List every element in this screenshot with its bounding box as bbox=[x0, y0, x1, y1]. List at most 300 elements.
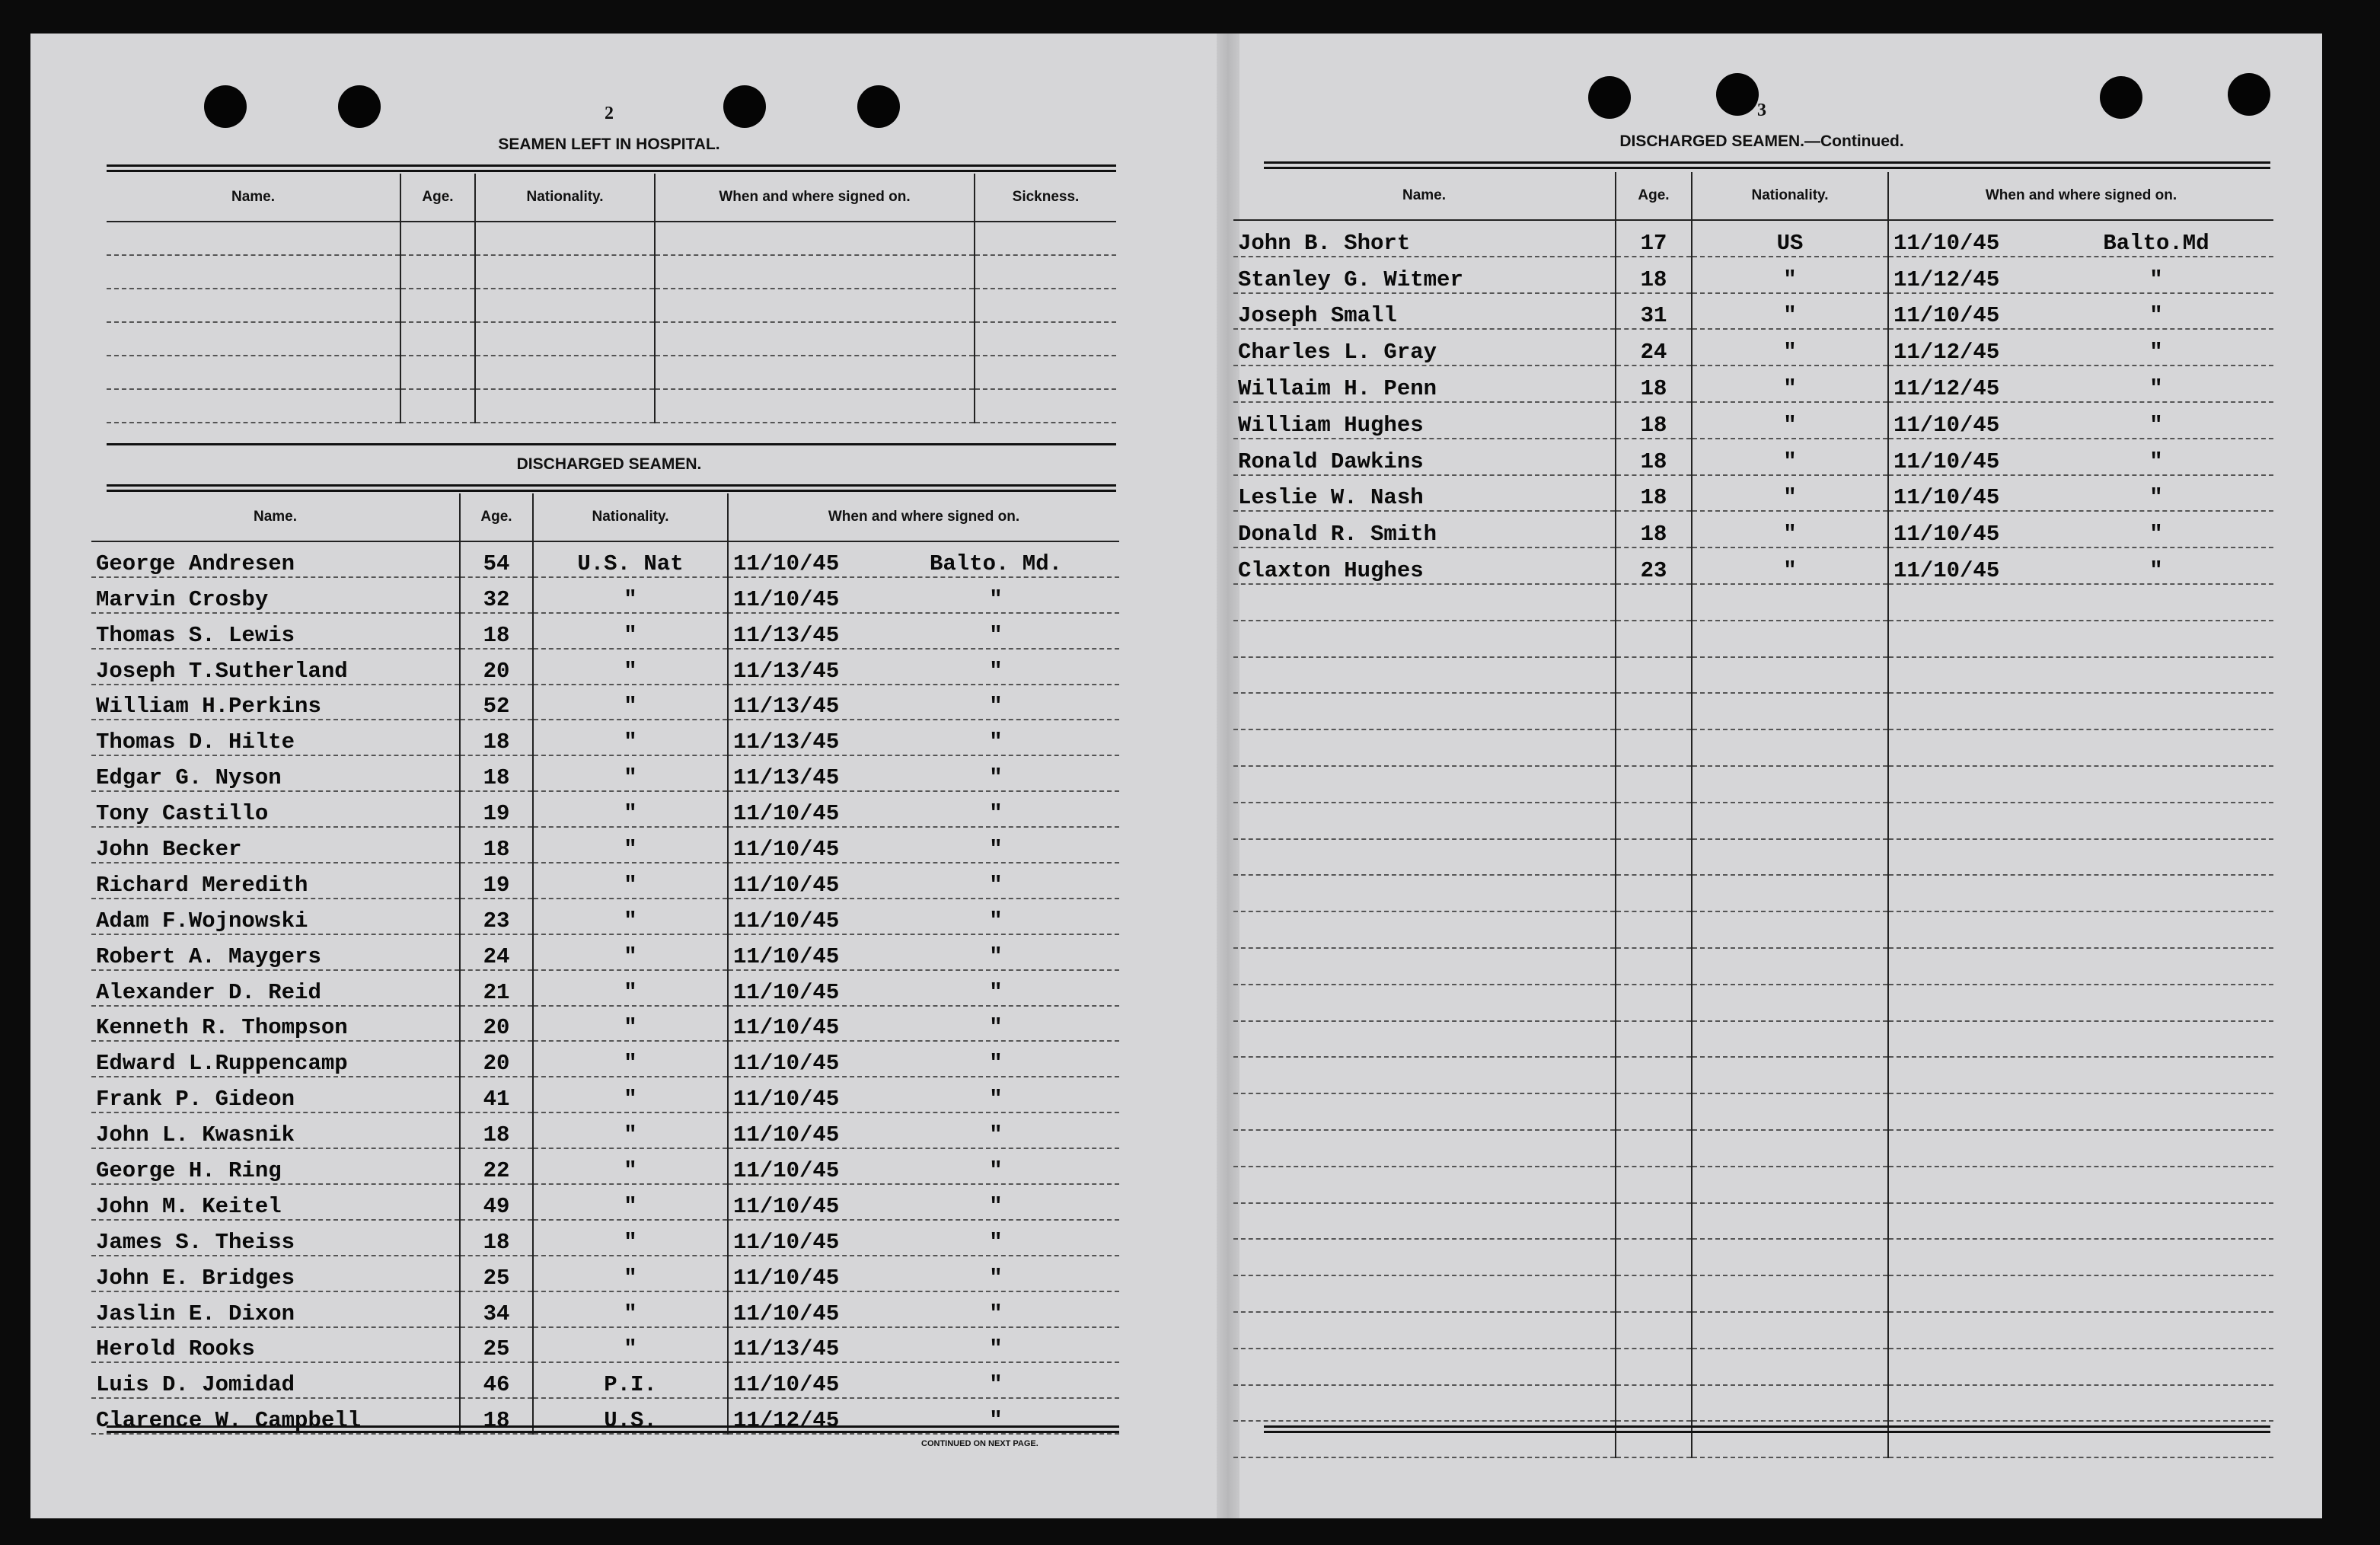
signed-on-cell bbox=[728, 755, 1119, 791]
continued-header-nationality: Nationality. bbox=[1692, 172, 1888, 220]
seaman-age: 17 bbox=[1616, 220, 1692, 257]
discharged-section-title: DISCHARGED SEAMEN. bbox=[516, 455, 702, 473]
signed-on-date: 11/13/45 bbox=[733, 1336, 840, 1362]
discharged-header-name: Name. bbox=[91, 493, 460, 541]
table-row bbox=[91, 755, 1119, 791]
punch-hole bbox=[2100, 76, 2142, 119]
table-row bbox=[91, 827, 1119, 863]
seaman-nationality: " bbox=[533, 755, 728, 791]
table-row bbox=[91, 791, 1119, 827]
signed-on-place: " bbox=[2149, 340, 2163, 366]
seaman-age: 25 bbox=[460, 1327, 533, 1363]
seaman-name: George H. Ring bbox=[91, 1148, 460, 1184]
table-row bbox=[1233, 839, 2273, 876]
signed-on-place: " bbox=[989, 1229, 1003, 1255]
seaman-age: 18 bbox=[460, 1398, 533, 1434]
seaman-age: 18 bbox=[1616, 257, 1692, 293]
seaman-nationality: U.S. Nat bbox=[533, 541, 728, 577]
signed-on-place: " bbox=[2149, 448, 2163, 474]
punch-hole bbox=[723, 85, 766, 128]
punch-hole bbox=[857, 85, 900, 128]
signed-on-cell bbox=[728, 899, 1119, 934]
signed-on-date: 11/10/45 bbox=[733, 1265, 840, 1291]
seaman-name: Robert A. Maygers bbox=[91, 934, 460, 970]
seaman-age: 18 bbox=[460, 827, 533, 863]
signed-on-place: " bbox=[2149, 557, 2163, 583]
table-row bbox=[107, 356, 1116, 389]
discharged-continued-table bbox=[1233, 172, 2273, 1458]
signed-on-cell bbox=[728, 1327, 1119, 1363]
table-row bbox=[1233, 439, 2273, 475]
table-row bbox=[91, 541, 1119, 577]
signed-on-cell bbox=[728, 1112, 1119, 1148]
seaman-age: 19 bbox=[460, 791, 533, 827]
hospital-header-signed-on: When and where signed on. bbox=[655, 174, 975, 222]
signed-on-cell bbox=[1888, 366, 2273, 402]
hospital-section-title: SEAMEN LEFT IN HOSPITAL. bbox=[498, 136, 720, 153]
seaman-name: George Andresen bbox=[91, 541, 460, 577]
hospital-header-nationality: Nationality. bbox=[475, 174, 655, 222]
seaman-nationality: " bbox=[533, 1148, 728, 1184]
signed-on-place: " bbox=[989, 729, 1003, 755]
table-row bbox=[107, 322, 1116, 356]
signed-on-cell bbox=[728, 577, 1119, 613]
seaman-age: 22 bbox=[460, 1148, 533, 1184]
seaman-name: Richard Meredith bbox=[91, 863, 460, 899]
seaman-nationality: US bbox=[1692, 220, 1888, 257]
signed-on-cell bbox=[1888, 220, 2273, 257]
seaman-name: Luis D. Jomidad bbox=[91, 1362, 460, 1398]
seaman-age: 23 bbox=[1616, 547, 1692, 584]
signed-on-place: " bbox=[989, 1051, 1003, 1077]
signed-on-date: 11/10/45 bbox=[733, 1229, 840, 1255]
seaman-name: Clarence W. Campbell bbox=[91, 1398, 460, 1434]
seaman-nationality: " bbox=[1692, 439, 1888, 475]
seaman-name: Alexander D. Reid bbox=[91, 970, 460, 1006]
seaman-name: Stanley G. Witmer bbox=[1233, 257, 1616, 293]
seaman-name: John M. Keitel bbox=[91, 1184, 460, 1220]
table-row bbox=[1233, 1385, 2273, 1422]
seaman-name: William H.Perkins bbox=[91, 685, 460, 720]
signed-on-place: " bbox=[989, 622, 1003, 648]
signed-on-cell bbox=[728, 1148, 1119, 1184]
seaman-age: 32 bbox=[460, 577, 533, 613]
seaman-age: 18 bbox=[1616, 366, 1692, 402]
seaman-age: 21 bbox=[460, 970, 533, 1006]
seaman-name: Joseph T.Sutherland bbox=[91, 649, 460, 685]
seaman-name: Donald R. Smith bbox=[1233, 511, 1616, 547]
table-row bbox=[91, 649, 1119, 685]
seaman-nationality: " bbox=[533, 720, 728, 755]
signed-on-place: " bbox=[2149, 375, 2163, 401]
seaman-name: John L. Kwasnik bbox=[91, 1112, 460, 1148]
seaman-name: Joseph Small bbox=[1233, 293, 1616, 330]
signed-on-date: 11/10/45 bbox=[733, 1087, 840, 1112]
signed-on-cell bbox=[728, 1220, 1119, 1256]
table-row bbox=[1233, 1239, 2273, 1275]
signed-on-date: 11/10/45 bbox=[733, 801, 840, 827]
signed-on-date: 11/10/45 bbox=[1893, 230, 2000, 256]
table-row bbox=[1233, 911, 2273, 948]
seaman-nationality: " bbox=[1692, 475, 1888, 512]
signed-on-place: " bbox=[989, 1265, 1003, 1291]
signed-on-date: 11/13/45 bbox=[733, 658, 840, 684]
signed-on-cell bbox=[728, 1184, 1119, 1220]
table-row bbox=[1233, 766, 2273, 803]
seaman-name: Edgar G. Nyson bbox=[91, 755, 460, 791]
seaman-name: Adam F.Wojnowski bbox=[91, 899, 460, 934]
seaman-name: John E. Bridges bbox=[91, 1256, 460, 1291]
signed-on-place: " bbox=[2149, 412, 2163, 438]
signed-on-date: 11/10/45 bbox=[1893, 448, 2000, 474]
signed-on-cell bbox=[728, 1006, 1119, 1042]
table-row bbox=[1233, 657, 2273, 694]
seaman-nationality: " bbox=[533, 685, 728, 720]
hospital-table bbox=[107, 174, 1116, 423]
table-row bbox=[1233, 1312, 2273, 1349]
table-row bbox=[107, 222, 1116, 255]
signed-on-place: Balto. Md. bbox=[929, 551, 1063, 576]
seaman-nationality: " bbox=[533, 1112, 728, 1148]
table-row bbox=[1233, 547, 2273, 584]
signed-on-cell bbox=[1888, 439, 2273, 475]
continued-top-rule bbox=[1264, 161, 2270, 169]
seaman-name: Marvin Crosby bbox=[91, 577, 460, 613]
hospital-header-row bbox=[107, 174, 1116, 222]
discharged-top-rule bbox=[107, 484, 1116, 492]
continued-note: CONTINUED ON NEXT PAGE. bbox=[921, 1439, 1038, 1448]
signed-on-place: " bbox=[989, 586, 1003, 612]
signed-on-place: " bbox=[2149, 267, 2163, 292]
seaman-age: 18 bbox=[460, 755, 533, 791]
signed-on-cell bbox=[728, 1256, 1119, 1291]
seaman-age: 54 bbox=[460, 541, 533, 577]
signed-on-date: 11/10/45 bbox=[733, 586, 840, 612]
signed-on-place: " bbox=[989, 1193, 1003, 1219]
signed-on-cell bbox=[728, 970, 1119, 1006]
seaman-age: 18 bbox=[460, 1220, 533, 1256]
signed-on-place: " bbox=[989, 1301, 1003, 1326]
table-row bbox=[91, 1077, 1119, 1112]
signed-on-date: 11/10/45 bbox=[733, 943, 840, 969]
signed-on-place: " bbox=[989, 1015, 1003, 1041]
seaman-nationality: " bbox=[533, 1006, 728, 1042]
signed-on-place: " bbox=[2149, 522, 2163, 547]
seaman-age: 52 bbox=[460, 685, 533, 720]
seaman-age: 25 bbox=[460, 1256, 533, 1291]
table-row bbox=[91, 720, 1119, 755]
signed-on-place: " bbox=[989, 837, 1003, 863]
seaman-nationality: U.S. bbox=[533, 1398, 728, 1434]
signed-on-cell bbox=[1888, 511, 2273, 547]
table-row bbox=[1233, 1275, 2273, 1312]
continued-header-name: Name. bbox=[1233, 172, 1616, 220]
signed-on-cell bbox=[728, 827, 1119, 863]
signed-on-date: 11/10/45 bbox=[733, 872, 840, 898]
table-row bbox=[1233, 803, 2273, 839]
table-row bbox=[1233, 475, 2273, 512]
seaman-name: James S. Theiss bbox=[91, 1220, 460, 1256]
table-row bbox=[1233, 1167, 2273, 1203]
table-row bbox=[1233, 293, 2273, 330]
signed-on-place: Balto.Md bbox=[2103, 230, 2209, 256]
signed-on-place: " bbox=[989, 1122, 1003, 1148]
discharged-header-signed-on: When and where signed on. bbox=[728, 493, 1119, 541]
signed-on-date: 11/12/45 bbox=[1893, 375, 2000, 401]
table-row bbox=[1233, 875, 2273, 911]
seaman-name: Charles L. Gray bbox=[1233, 329, 1616, 366]
seaman-nationality: " bbox=[1692, 257, 1888, 293]
seaman-age: 18 bbox=[460, 1112, 533, 1148]
signed-on-cell bbox=[1888, 293, 2273, 330]
signed-on-date: 11/10/45 bbox=[733, 1015, 840, 1041]
table-row bbox=[91, 1006, 1119, 1042]
signed-on-cell bbox=[728, 1077, 1119, 1112]
seaman-age: 20 bbox=[460, 1041, 533, 1077]
signed-on-date: 11/10/45 bbox=[733, 837, 840, 863]
signed-on-date: 11/12/45 bbox=[1893, 267, 2000, 292]
signed-on-date: 11/13/45 bbox=[733, 694, 840, 720]
signed-on-cell bbox=[1888, 329, 2273, 366]
seaman-nationality: " bbox=[533, 791, 728, 827]
seaman-name: Ronald Dawkins bbox=[1233, 439, 1616, 475]
table-row bbox=[1233, 1203, 2273, 1240]
seaman-nationality: P.I. bbox=[533, 1362, 728, 1398]
seaman-age: 18 bbox=[460, 720, 533, 755]
signed-on-cell bbox=[728, 863, 1119, 899]
discharged-table bbox=[91, 493, 1119, 1435]
seaman-nationality: " bbox=[533, 649, 728, 685]
seaman-nationality: " bbox=[533, 577, 728, 613]
signed-on-cell bbox=[728, 791, 1119, 827]
seaman-name: Frank P. Gideon bbox=[91, 1077, 460, 1112]
seaman-age: 20 bbox=[460, 1006, 533, 1042]
seaman-name: Edward L.Ruppencamp bbox=[91, 1041, 460, 1077]
signed-on-date: 11/10/45 bbox=[733, 1372, 840, 1398]
signed-on-cell bbox=[1888, 475, 2273, 512]
seaman-age: 18 bbox=[1616, 475, 1692, 512]
seaman-age: 41 bbox=[460, 1077, 533, 1112]
hospital-header-sickness: Sickness. bbox=[975, 174, 1116, 222]
seaman-nationality: " bbox=[1692, 293, 1888, 330]
seaman-age: 46 bbox=[460, 1362, 533, 1398]
seaman-age: 18 bbox=[1616, 439, 1692, 475]
table-row bbox=[91, 685, 1119, 720]
signed-on-place: " bbox=[989, 765, 1003, 791]
seaman-nationality: " bbox=[533, 934, 728, 970]
signed-on-date: 11/10/45 bbox=[733, 979, 840, 1005]
page-number-left: 2 bbox=[605, 104, 614, 123]
signed-on-date: 11/10/45 bbox=[733, 1158, 840, 1184]
seaman-nationality: " bbox=[533, 1077, 728, 1112]
page-number-right: 3 bbox=[1757, 101, 1766, 120]
signed-on-cell bbox=[728, 1041, 1119, 1077]
seaman-age: 20 bbox=[460, 649, 533, 685]
signed-on-date: 11/13/45 bbox=[733, 729, 840, 755]
table-row bbox=[91, 1112, 1119, 1148]
table-row bbox=[1233, 1057, 2273, 1093]
signed-on-place: " bbox=[989, 1158, 1003, 1184]
continued-header-age: Age. bbox=[1616, 172, 1692, 220]
table-row bbox=[91, 1148, 1119, 1184]
seaman-nationality: " bbox=[533, 827, 728, 863]
table-row bbox=[1233, 329, 2273, 366]
seaman-name: Leslie W. Nash bbox=[1233, 475, 1616, 512]
signed-on-date: 11/12/45 bbox=[733, 1408, 840, 1434]
table-row bbox=[91, 1362, 1119, 1398]
seaman-nationality: " bbox=[533, 1041, 728, 1077]
seaman-nationality: " bbox=[533, 970, 728, 1006]
seaman-name: Thomas D. Hilte bbox=[91, 720, 460, 755]
table-row bbox=[1233, 402, 2273, 439]
table-row bbox=[91, 863, 1119, 899]
table-row bbox=[91, 577, 1119, 613]
table-row bbox=[91, 899, 1119, 934]
continued-header-signed-on: When and where signed on. bbox=[1888, 172, 2273, 220]
signed-on-date: 11/10/45 bbox=[733, 551, 840, 576]
signed-on-cell bbox=[1888, 257, 2273, 293]
signed-on-place: " bbox=[989, 1087, 1003, 1112]
discharged-header-nationality: Nationality. bbox=[533, 493, 728, 541]
table-row bbox=[1233, 257, 2273, 293]
continued-bottom-rule bbox=[1264, 1425, 2270, 1433]
seaman-name: Tony Castillo bbox=[91, 791, 460, 827]
table-row bbox=[91, 970, 1119, 1006]
table-row bbox=[91, 1291, 1119, 1327]
punch-hole bbox=[1588, 76, 1631, 119]
seaman-nationality: " bbox=[1692, 547, 1888, 584]
signed-on-date: 11/10/45 bbox=[1893, 557, 2000, 583]
discharged-header-row bbox=[91, 493, 1119, 541]
signed-on-cell bbox=[728, 685, 1119, 720]
table-row bbox=[1233, 621, 2273, 657]
discharged-bottom-rule bbox=[107, 1425, 1119, 1433]
signed-on-cell bbox=[728, 934, 1119, 970]
signed-on-cell bbox=[728, 1291, 1119, 1327]
table-row bbox=[1233, 511, 2273, 547]
signed-on-place: " bbox=[989, 1408, 1003, 1434]
table-row bbox=[1233, 1349, 2273, 1385]
table-row bbox=[1233, 220, 2273, 257]
seaman-nationality: " bbox=[1692, 329, 1888, 366]
table-row bbox=[91, 934, 1119, 970]
table-row bbox=[91, 1041, 1119, 1077]
seaman-age: 18 bbox=[1616, 511, 1692, 547]
seaman-age: 31 bbox=[1616, 293, 1692, 330]
seaman-nationality: " bbox=[533, 899, 728, 934]
signed-on-cell bbox=[1888, 547, 2273, 584]
table-row bbox=[1233, 729, 2273, 766]
seaman-name: Herold Rooks bbox=[91, 1327, 460, 1363]
signed-on-date: 11/10/45 bbox=[733, 1051, 840, 1077]
seaman-age: 23 bbox=[460, 899, 533, 934]
table-row bbox=[1233, 693, 2273, 729]
seaman-age: 18 bbox=[460, 613, 533, 649]
signed-on-place: " bbox=[2149, 485, 2163, 511]
table-row bbox=[107, 389, 1116, 423]
punch-hole bbox=[204, 85, 247, 128]
table-row bbox=[1233, 366, 2273, 402]
seaman-nationality: " bbox=[1692, 511, 1888, 547]
signed-on-date: 11/10/45 bbox=[1893, 522, 2000, 547]
signed-on-place: " bbox=[989, 872, 1003, 898]
signed-on-date: 11/10/45 bbox=[733, 1122, 840, 1148]
table-row bbox=[1233, 1130, 2273, 1167]
table-row bbox=[91, 1220, 1119, 1256]
seaman-nationality: " bbox=[533, 1291, 728, 1327]
signed-on-date: 11/10/45 bbox=[1893, 412, 2000, 438]
signed-on-date: 11/12/45 bbox=[1893, 340, 2000, 366]
table-row bbox=[1233, 584, 2273, 621]
hospital-header-age: Age. bbox=[400, 174, 475, 222]
seaman-nationality: " bbox=[533, 1327, 728, 1363]
signed-on-cell bbox=[728, 1362, 1119, 1398]
signed-on-place: " bbox=[989, 1372, 1003, 1398]
seaman-nationality: " bbox=[533, 1184, 728, 1220]
table-row bbox=[1233, 948, 2273, 985]
signed-on-place: " bbox=[989, 979, 1003, 1005]
punch-hole bbox=[2228, 73, 2270, 116]
seaman-nationality: " bbox=[533, 613, 728, 649]
signed-on-date: 11/13/45 bbox=[733, 765, 840, 791]
table-row bbox=[1233, 1021, 2273, 1058]
signed-on-date: 11/10/45 bbox=[1893, 303, 2000, 329]
continued-section-title: DISCHARGED SEAMEN.—Continued. bbox=[1619, 132, 1904, 150]
seaman-nationality: " bbox=[533, 1220, 728, 1256]
seaman-nationality: " bbox=[533, 1256, 728, 1291]
signed-on-cell bbox=[728, 613, 1119, 649]
seaman-name: Claxton Hughes bbox=[1233, 547, 1616, 584]
seaman-age: 24 bbox=[1616, 329, 1692, 366]
hospital-bottom-rule bbox=[107, 443, 1116, 445]
seaman-name: William Hughes bbox=[1233, 402, 1616, 439]
table-row bbox=[1233, 1093, 2273, 1130]
table-row bbox=[91, 1327, 1119, 1363]
seaman-name: Jaslin E. Dixon bbox=[91, 1291, 460, 1327]
signed-on-place: " bbox=[2149, 303, 2163, 329]
seaman-age: 18 bbox=[1616, 402, 1692, 439]
seaman-nationality: " bbox=[1692, 402, 1888, 439]
signed-on-date: 11/13/45 bbox=[733, 622, 840, 648]
signed-on-cell bbox=[1888, 402, 2273, 439]
signed-on-place: " bbox=[989, 658, 1003, 684]
signed-on-place: " bbox=[989, 694, 1003, 720]
table-row bbox=[91, 613, 1119, 649]
signed-on-cell bbox=[728, 649, 1119, 685]
seaman-age: 34 bbox=[460, 1291, 533, 1327]
seaman-name: John Becker bbox=[91, 827, 460, 863]
seaman-name: John B. Short bbox=[1233, 220, 1616, 257]
discharged-header-age: Age. bbox=[460, 493, 533, 541]
table-row bbox=[1233, 985, 2273, 1021]
seaman-nationality: " bbox=[1692, 366, 1888, 402]
seaman-nationality: " bbox=[533, 863, 728, 899]
seaman-name: Kenneth R. Thompson bbox=[91, 1006, 460, 1042]
seaman-name: Thomas S. Lewis bbox=[91, 613, 460, 649]
table-row bbox=[91, 1184, 1119, 1220]
signed-on-place: " bbox=[989, 1336, 1003, 1362]
signed-on-place: " bbox=[989, 801, 1003, 827]
table-row bbox=[107, 255, 1116, 289]
continued-header-row bbox=[1233, 172, 2273, 220]
signed-on-date: 11/10/45 bbox=[733, 1301, 840, 1326]
signed-on-date: 11/10/45 bbox=[733, 1193, 840, 1219]
signed-on-date: 11/10/45 bbox=[1893, 485, 2000, 511]
signed-on-cell bbox=[728, 720, 1119, 755]
signed-on-date: 11/10/45 bbox=[733, 908, 840, 934]
hospital-header-name: Name. bbox=[107, 174, 400, 222]
signed-on-place: " bbox=[989, 908, 1003, 934]
